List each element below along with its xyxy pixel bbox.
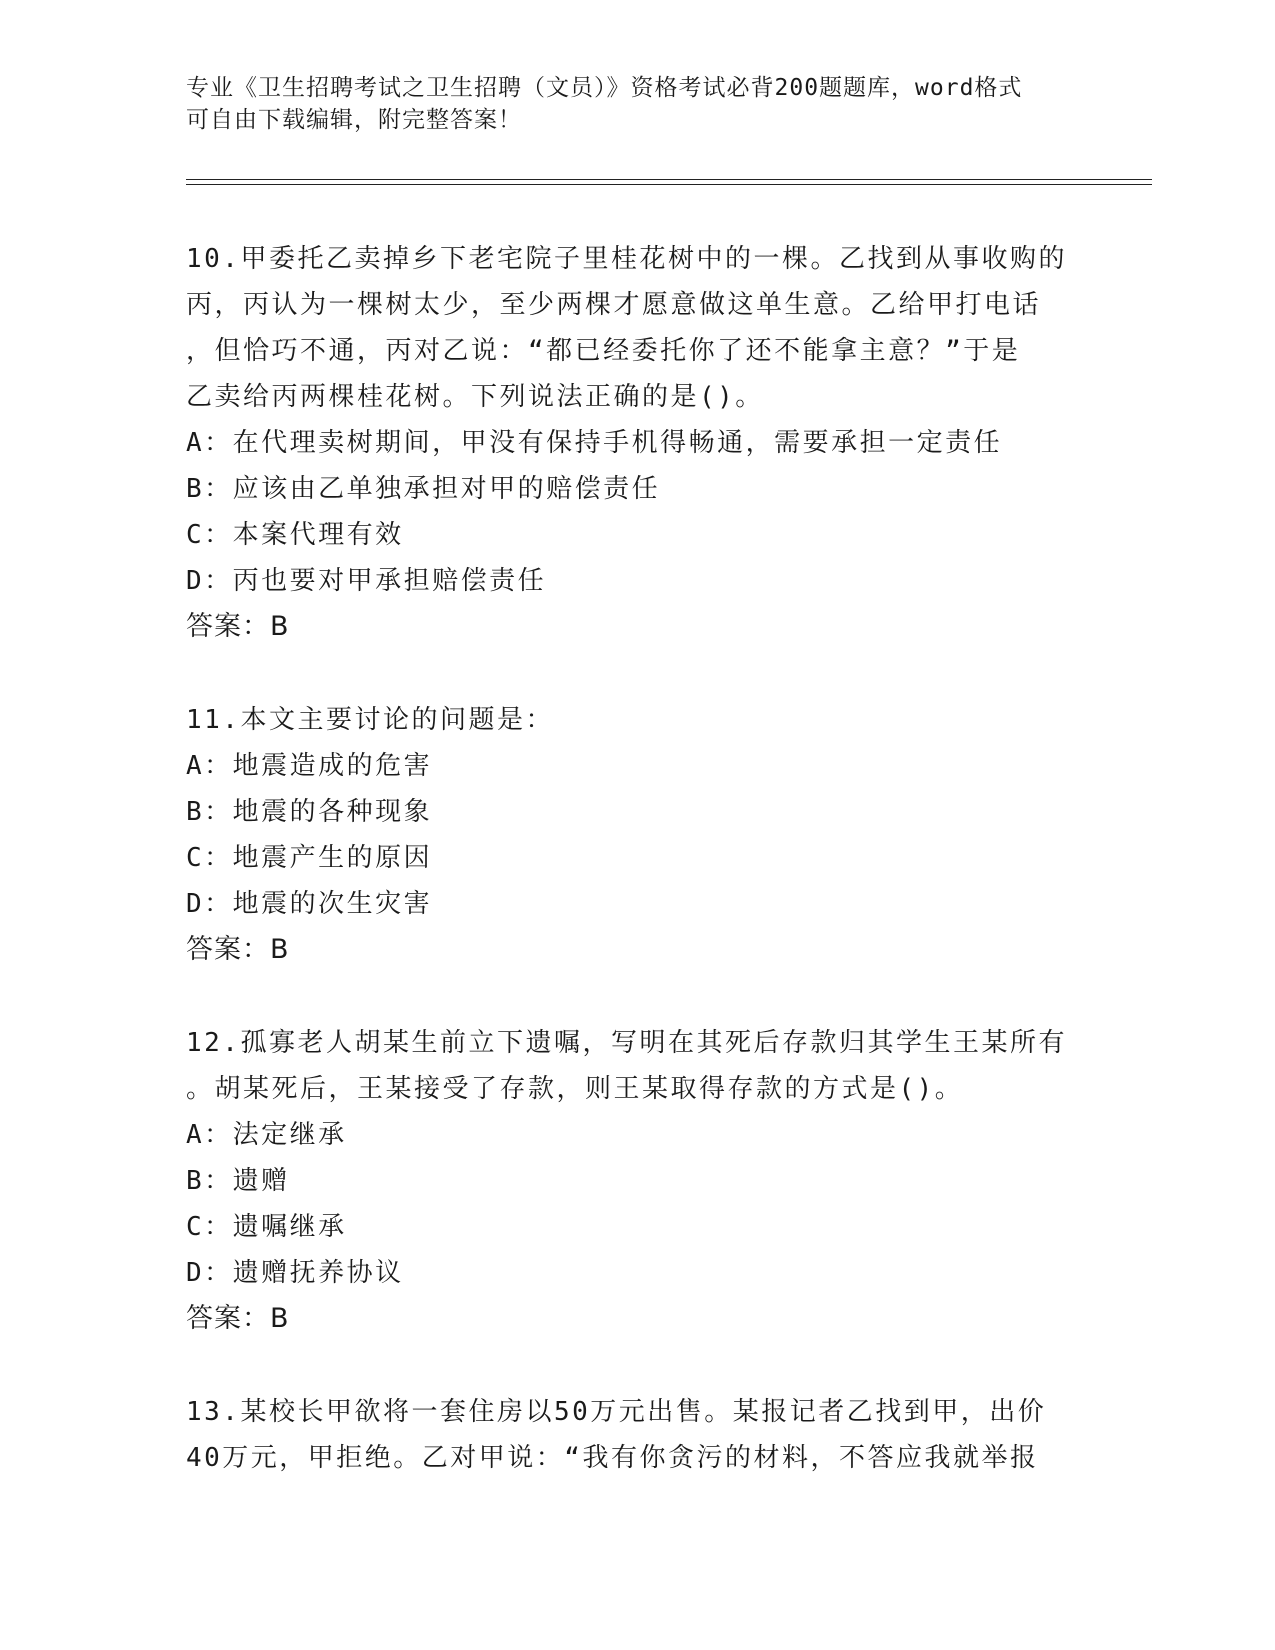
- document-header: [186, 72, 1086, 136]
- question-stem-line: 11.本文主要讨论的问题是：: [186, 705, 554, 735]
- question-stem-line: 。胡某死后，王某接受了存款，则王某取得存款的方式是()。: [186, 1074, 964, 1104]
- header-divider-top: [186, 179, 1152, 180]
- answer-label: 答案：B: [186, 611, 290, 642]
- question-11: [186, 697, 1086, 973]
- question-13: [186, 1389, 1086, 1481]
- option-c: C：地震产生的原因: [186, 843, 433, 873]
- header-title-line-1: 专业《卫生招聘考试之卫生招聘（文员）》资格考试必背200题题库，word格式: [186, 75, 1023, 101]
- question-stem-line: 10.甲委托乙卖掉乡下老宅院子里桂花树中的一棵。乙找到从事收购的: [186, 244, 1067, 274]
- question-10: [186, 236, 1086, 650]
- option-c: C：遗嘱继承: [186, 1212, 347, 1242]
- option-a: A：法定继承: [186, 1120, 347, 1150]
- question-stem-line: 12.孤寡老人胡某生前立下遗嘱，写明在其死后存款归其学生王某所有: [186, 1028, 1067, 1058]
- answer-label: 答案：B: [186, 1303, 290, 1334]
- option-b: B：应该由乙单独承担对甲的赔偿责任: [186, 474, 661, 504]
- question-stem-line: 40万元，甲拒绝。乙对甲说：“我有你贪污的材料，不答应我就举报: [186, 1443, 1039, 1473]
- answer-label: 答案：B: [186, 934, 290, 965]
- header-title-line-2: 可自由下载编辑，附完整答案！: [186, 107, 522, 133]
- option-a: A：在代理卖树期间，甲没有保持手机得畅通，需要承担一定责任: [186, 428, 1003, 458]
- option-d: D：遗赠抚养协议: [186, 1258, 404, 1288]
- question-stem-line: 13.某校长甲欲将一套住房以50万元出售。某报记者乙找到甲，出价: [186, 1397, 1047, 1427]
- question-stem-line: ，但恰巧不通，丙对乙说：“都已经委托你了还不能拿主意？”于是: [186, 336, 1021, 366]
- question-stem-line: 乙卖给丙两棵桂花树。下列说法正确的是()。: [186, 382, 764, 412]
- option-d: D：地震的次生灾害: [186, 889, 433, 919]
- question-list: [186, 236, 1086, 1528]
- question-stem-line: 丙，丙认为一棵树太少，至少两棵才愿意做这单生意。乙给甲打电话: [186, 290, 1042, 320]
- option-c: C：本案代理有效: [186, 520, 404, 550]
- option-b: B：地震的各种现象: [186, 797, 433, 827]
- option-a: A：地震造成的危害: [186, 751, 433, 781]
- option-d: D：丙也要对甲承担赔偿责任: [186, 566, 547, 596]
- option-b: B：遗赠: [186, 1166, 290, 1196]
- question-12: [186, 1020, 1086, 1342]
- header-divider-bottom: [186, 184, 1152, 185]
